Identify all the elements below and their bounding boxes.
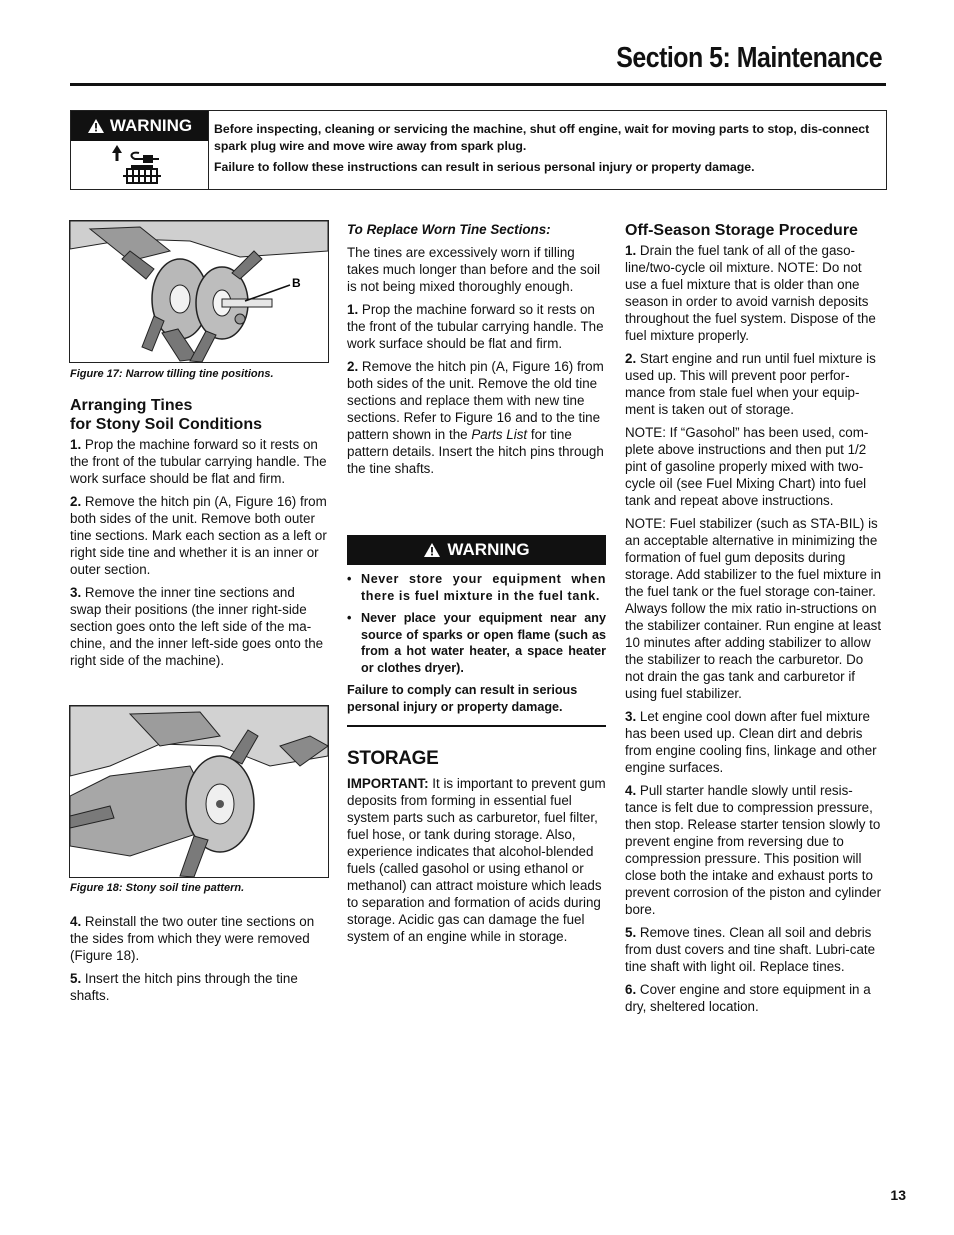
storage-important-text: IMPORTANT: It is important to prevent gum deposits from forming in essential fuel system parts such as carburetor, fuel filter, fuel hose, or tank during storage. Also, experience indicates that alcohol-blended fuels (called gasohol or using ethanol or methanol) can attract moisture which leads to separation and formation of acids during storage. Acidic gas can damage the fuel system of an engine while in storage. <box>347 776 606 944</box>
warning-bullet: • Never store your equipment when there is fuel mixture in the fuel tank. <box>347 571 606 604</box>
storage-step-4: 4. Pull starter handle slowly until resis-tance is felt due to compression pressure, then stop. Release starter tension slowly to prevent engine from reversing due to compression pressure. This position will close both the intake and exhaust ports to prevent corrosion of the piston and cylinder bore. <box>625 783 882 917</box>
warning-label: WARNING <box>109 116 193 135</box>
storage-step-5: 5. Remove tines. Clean all soil and debris from dust covers and tine shaft. Lubri-cate tine shaft with light oil. Replace tines. <box>625 925 876 974</box>
storage-section <box>347 750 606 951</box>
gasohol-note: NOTE: If “Gasohol” has been used, com-plete above instructions and then put 1/2 pint of gasoline properly mixed with two-cycle oil (see Fuel Mixing Chart) into fuel tank and repeat above instructions. <box>625 425 869 508</box>
page-number: 13 <box>890 1187 906 1203</box>
heading-line-1: Arranging Tines <box>70 397 193 414</box>
step-paragraph: 1. Prop the machine forward so it rests on the front of the tubular carrying handle. The work surface should be flat and firm. <box>70 437 327 486</box>
arranging-tines-section <box>70 396 328 675</box>
arranging-tines-heading <box>70 396 328 434</box>
top-warning-box <box>70 110 887 190</box>
storage-warning-label: WARNING <box>447 540 530 559</box>
warning-bullet: • Never place your equipment near any source of sparks or open flame (such as from a hot water heater, a space heater or clothes dryer). <box>347 610 606 676</box>
storage-step-3: 3. Let engine cool down after fuel mixture has been used up. Clean dirt and debris from engine cooling fins, linkage and other engine surfaces. <box>625 709 877 775</box>
storage-step-2: 2. Start engine and run until fuel mixture is used up. This will prevent poor perfor-mance from stale fuel when your equip-ment is taken out of storage. <box>625 351 876 417</box>
header-rule <box>70 83 886 86</box>
replace-tines-subheading: To Replace Worn Tine Sections: <box>347 222 551 237</box>
step-paragraph: 5. Insert the hitch pins through the tine shafts. <box>70 971 298 1003</box>
storage-step-1: 1. Drain the fuel tank of all of the gaso-line/two-cycle oil mixture. NOTE: Do not use a fuel mixture that is older than one season in order to avoid varnish deposits throughout the fuel system. Dispose of the fuel mixture properly. <box>625 243 876 343</box>
worn-tines-intro: The tines are excessively worn if tilling takes much longer than before and the soil is not being mixed thoroughly enough. <box>347 245 601 294</box>
storage-step-6: 6. Cover engine and store equipment in a dry, sheltered location. <box>625 982 871 1014</box>
alert-triangle-icon <box>87 118 105 134</box>
figure-callout-b: B <box>292 276 301 290</box>
arranging-steps-b <box>70 913 328 1004</box>
replace-step-2: 2. Remove the hitch pin (A, Figure 16) from both sides of the unit. Remove the old tine sections and replace them with new tine sections. Refer to Figure 16 and to the tine pattern shown in the Parts List for tine pattern details. Insert the hitch pins through the tine shafts. <box>347 359 604 476</box>
replace-step-1: 1. Prop the machine forward so it rests on the front of the tubular carrying handle. The work surface should be flat and firm. <box>347 302 604 351</box>
tiller-tine-illustration <box>70 221 328 362</box>
stabilizer-note: NOTE: Fuel stabilizer (such as STA-BIL) is an acceptable alternative in minimizing the formation of fuel gum deposits during storage. Add stabilizer to the fuel mixture in the fuel tank or the fuel storage con-tainer. Always follow the mix ratio in-structions on the stabilizer container. Run engine at least 10 minutes after adding stabilizer to allow the stabilizer to reach the carburetor. Do not drain the gas tank and carburetor if using fuel stabilizer. <box>625 516 882 701</box>
figure-17-caption: Figure 17: Narrow tilling tine positions. <box>70 368 274 380</box>
storage-warning-banner <box>347 535 606 565</box>
spark-plug-disconnect-icon <box>109 145 171 187</box>
section-title: Section 5: Maintenance <box>616 42 882 74</box>
warning-instruction: Before inspecting, cleaning or servicing the machine, shut off engine, wait for moving parts to stop, dis-connect spark plug wire and move wire away from spark plug. <box>214 122 870 153</box>
step-paragraph: 4. Reinstall the two outer tine sections on the sides from which they were removed (Figure 18). <box>70 914 315 963</box>
arranging-steps-continued <box>70 913 328 1010</box>
off-season-storage-section <box>625 221 885 1021</box>
step-paragraph: 2. Remove the hitch pin (A, Figure 16) from both sides of the unit. Remove both outer tine sections. Mark each section as a left or right side tine and whether it is an inner or outer section. <box>70 494 327 577</box>
arranging-steps <box>70 436 328 669</box>
step-paragraph: 3. Remove the inner tine sections and swap their positions (the inner right-side section goes onto the left side of the ma-chine, and the inner left-side goes onto the right side of the machine). <box>70 585 324 668</box>
heading-line-2: for Stony Soil Conditions <box>70 416 262 433</box>
stony-soil-tine-illustration <box>70 706 328 877</box>
warning-symbol-panel <box>71 111 209 189</box>
storage-warning-box <box>347 535 606 727</box>
storage-heading: STORAGE <box>347 748 439 769</box>
storage-warning-list <box>347 571 606 676</box>
warning-consequence: Failure to follow these instructions can result in serious personal injury or property damage. <box>214 160 755 174</box>
replace-tines-section <box>347 221 606 483</box>
figure-18-image <box>69 705 329 878</box>
warning-banner <box>71 111 208 141</box>
off-season-heading: Off-Season Storage Procedure <box>625 222 858 239</box>
figure-18-caption: Figure 18: Stony soil tine pattern. <box>70 882 245 894</box>
figure-17-image <box>69 220 329 363</box>
warning-rule <box>347 725 606 727</box>
warning-text <box>214 121 880 180</box>
storage-warning-footer: Failure to comply can result in serious personal injury or property damage. <box>347 683 578 714</box>
alert-triangle-icon <box>423 542 441 558</box>
